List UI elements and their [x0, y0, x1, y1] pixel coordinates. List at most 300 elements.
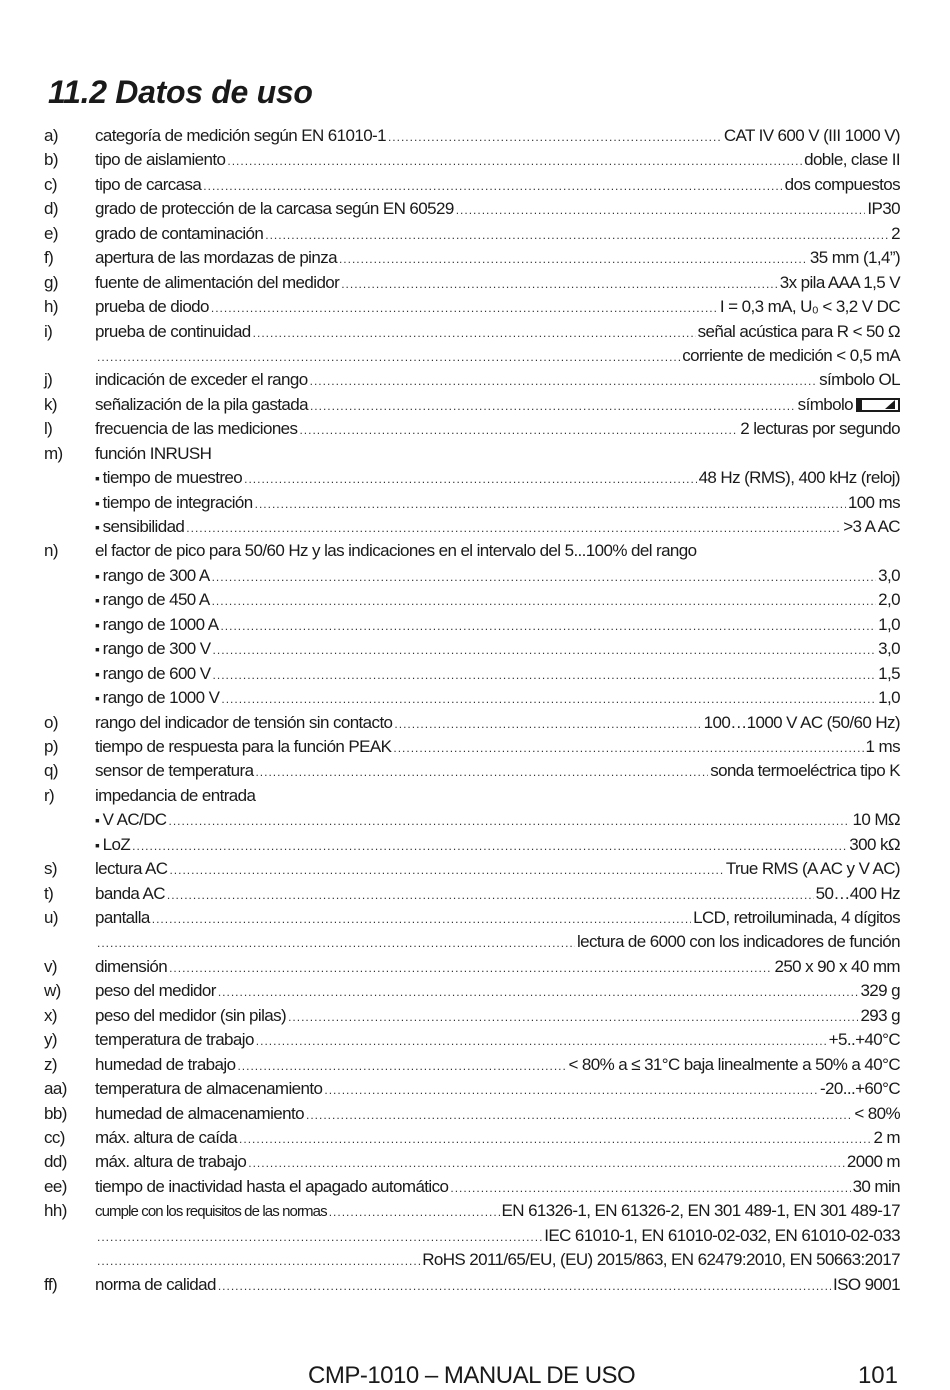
dot-leader: [341, 272, 778, 296]
spec-value: [843, 515, 900, 539]
spec-row: [44, 1077, 900, 1101]
dot-leader: [339, 247, 808, 271]
spec-label: indicación de exceder el rango: [95, 370, 308, 390]
spec-value: [820, 1077, 900, 1101]
spec-label: norma de calidad: [95, 1274, 216, 1294]
dot-leader: [324, 1078, 818, 1102]
spec-body: [95, 344, 900, 369]
spec-letter: h): [44, 297, 58, 317]
spec-row: [44, 271, 900, 295]
spec-value: [810, 246, 900, 270]
spec-value-text: 2 lecturas por segundo: [740, 419, 900, 439]
dot-leader: [255, 760, 708, 784]
spec-label: ▪ sensibilidad: [95, 515, 184, 539]
spec-body: [95, 1224, 900, 1249]
spec-letter: hh): [44, 1201, 67, 1221]
spec-letter: z): [44, 1054, 57, 1074]
spec-value: [568, 1053, 900, 1077]
dot-leader: [152, 907, 691, 931]
spec-label: prueba de continuidad: [95, 321, 251, 341]
dot-leader: [393, 736, 863, 760]
spec-row: [44, 735, 900, 759]
spec-list: [44, 124, 900, 1297]
spec-value-text: -20...+60°C: [819, 1079, 900, 1099]
spec-row: [44, 1028, 900, 1052]
spec-letter: c): [44, 174, 57, 194]
spec-row: [44, 1248, 900, 1272]
spec-row: [44, 1175, 900, 1199]
spec-value: [710, 759, 900, 783]
dot-leader: [167, 883, 814, 907]
spec-value-text: 10 MΩ: [852, 810, 900, 830]
spec-row: [44, 539, 900, 563]
spec-row: [44, 148, 900, 172]
dot-leader: [211, 296, 718, 320]
spec-value: [544, 1224, 900, 1248]
spec-value-text: símbolo OL: [819, 370, 900, 390]
spec-letter: ff): [44, 1274, 58, 1294]
spec-label: prueba de diodo: [95, 297, 209, 317]
spec-value: [878, 637, 900, 661]
spec-row: [44, 686, 900, 710]
spec-row: [44, 442, 900, 466]
spec-label: ▪ tiempo de integración: [95, 491, 253, 515]
spec-body: [95, 930, 900, 955]
spec-label: tiempo de inactividad hasta el apagado automático: [95, 1176, 449, 1196]
spec-letter: s): [44, 859, 57, 879]
spec-body: [95, 735, 900, 760]
dot-leader: [288, 1005, 858, 1029]
spec-value-text: 1,0: [878, 688, 900, 708]
dot-leader: [218, 980, 859, 1004]
spec-row: [44, 930, 900, 954]
dot-leader: [255, 492, 846, 516]
spec-row: [44, 637, 900, 661]
dot-leader: [394, 712, 701, 736]
spec-value-text: símbolo: [797, 394, 853, 414]
spec-value-text: 50…400 Hz: [815, 883, 900, 903]
spec-label: fuente de alimentación del medidor: [95, 272, 340, 292]
spec-value: [720, 295, 900, 319]
spec-body: [95, 1028, 900, 1053]
spec-body: [95, 173, 900, 198]
spec-body: [95, 271, 900, 296]
spec-letter: r): [44, 785, 55, 805]
spec-value: [848, 491, 900, 515]
spec-value-text: lectura de 6000 con los indicadores de función: [576, 932, 900, 952]
spec-body: [95, 246, 900, 271]
spec-row: [44, 784, 900, 808]
spec-body: [95, 1077, 900, 1102]
spec-letter: b): [44, 150, 58, 170]
spec-value: [853, 1175, 900, 1199]
spec-letter: m): [44, 443, 63, 463]
spec-label: tiempo de respuesta para la función PEAK: [95, 736, 392, 756]
spec-label: tipo de aislamiento: [95, 150, 226, 170]
spec-body: [95, 491, 900, 516]
spec-letter: p): [44, 736, 58, 756]
spec-body: [95, 857, 900, 882]
dot-leader: [221, 687, 876, 711]
spec-row: [44, 882, 900, 906]
spec-row: [44, 711, 900, 735]
spec-label: función INRUSH: [95, 443, 212, 463]
spec-body: [95, 417, 900, 442]
spec-value-text: 3,0: [878, 639, 900, 659]
spec-letter: ee): [44, 1176, 67, 1196]
spec-label: frecuencia de las mediciones: [95, 419, 298, 439]
spec-letter: n): [44, 541, 58, 561]
spec-value-text: ISO 9001: [832, 1274, 900, 1294]
spec-label: grado de contaminación: [95, 223, 264, 243]
spec-body: [95, 906, 900, 931]
spec-value-text: 3x pila AAA 1,5 V: [779, 272, 900, 292]
spec-label: peso del medidor: [95, 981, 216, 1001]
dot-leader: [97, 1249, 420, 1273]
spec-value: [804, 148, 900, 172]
spec-body: [95, 1199, 900, 1224]
spec-body: [95, 588, 900, 613]
spec-letter: g): [44, 272, 58, 292]
spec-body: [95, 466, 900, 491]
spec-value: [704, 711, 900, 735]
dot-leader: [169, 956, 772, 980]
spec-value: [849, 833, 900, 857]
dot-leader: [169, 858, 723, 882]
spec-row: [44, 320, 900, 344]
spec-value: [785, 173, 900, 197]
dot-leader: [220, 614, 876, 638]
spec-value-text: doble, clase II: [804, 150, 900, 170]
spec-letter: a): [44, 126, 58, 145]
spec-label: máx. altura de trabajo: [95, 1152, 247, 1172]
spec-letter: l): [44, 419, 53, 439]
spec-value-text: 30 min: [852, 1176, 900, 1196]
spec-value: [866, 735, 900, 759]
spec-value-text: < 80%: [854, 1103, 900, 1123]
spec-body: [95, 1248, 900, 1273]
footer-doc-title: CMP-1010 – MANUAL DE USO: [308, 1362, 636, 1389]
spec-value: [699, 466, 900, 490]
spec-body: [95, 711, 900, 736]
spec-letter: o): [44, 712, 58, 732]
spec-letter: dd): [44, 1152, 67, 1172]
spec-value-text: 1,0: [878, 614, 900, 634]
spec-row: [44, 173, 900, 197]
spec-value: [693, 906, 900, 930]
spec-letter: k): [44, 394, 57, 414]
spec-body: [95, 320, 900, 345]
spec-row: [44, 979, 900, 1003]
spec-letter: q): [44, 761, 58, 781]
spec-row: [44, 491, 900, 515]
dot-leader: [237, 1054, 566, 1078]
spec-value-text: +5..+40°C: [828, 1030, 900, 1050]
spec-value-text: IEC 61010-1, EN 61010-02-032, EN 61010-02-033: [544, 1225, 900, 1245]
dot-leader: [456, 198, 866, 222]
spec-value: [852, 808, 900, 832]
spec-body: [95, 1273, 900, 1298]
spec-label: ▪ LoZ: [95, 833, 130, 857]
spec-row: [44, 588, 900, 612]
spec-body: [95, 1150, 900, 1175]
spec-value-text: EN 61326-1, EN 61326-2, EN 301 489-1, EN 301 489-17: [501, 1201, 900, 1221]
dot-leader: [97, 1225, 542, 1249]
spec-value: [891, 222, 900, 246]
spec-letter: x): [44, 1005, 57, 1025]
spec-value-text: 100…1000 V AC (50/60 Hz): [703, 712, 900, 732]
spec-body: [95, 1102, 900, 1127]
spec-label: impedancia de entrada: [95, 785, 256, 805]
spec-letter: w): [44, 981, 61, 1001]
spec-value: [819, 368, 900, 392]
spec-label: humedad de almacenamiento: [95, 1103, 304, 1123]
spec-value-text: 2 m: [873, 1127, 900, 1147]
spec-row: [44, 1004, 900, 1028]
spec-value: [740, 417, 900, 441]
spec-value: [833, 1273, 900, 1297]
spec-row: [44, 1053, 900, 1077]
spec-body: [95, 564, 900, 589]
spec-row: [44, 417, 900, 441]
spec-body: [95, 1175, 900, 1200]
dot-leader: [132, 834, 847, 858]
low-battery-icon: [856, 398, 900, 412]
spec-label: banda AC: [95, 883, 165, 903]
spec-label: máx. altura de caída: [95, 1127, 238, 1147]
spec-body: [95, 393, 900, 418]
spec-label: apertura de las mordazas de pinza: [95, 248, 337, 268]
spec-value-text: 35 mm (1,4”): [809, 248, 900, 268]
spec-value-text: 2,0: [878, 590, 900, 610]
spec-body: [95, 759, 900, 784]
spec-value: [698, 320, 900, 344]
spec-label: ▪ rango de 300 A: [95, 564, 210, 588]
spec-value: [878, 613, 900, 637]
spec-letter: v): [44, 956, 57, 976]
spec-body: [95, 784, 900, 808]
dot-leader: [227, 149, 802, 173]
spec-value: [682, 344, 900, 368]
spec-letter: u): [44, 908, 58, 927]
spec-value-text: 329 g: [860, 981, 900, 1001]
dot-leader: [244, 467, 696, 491]
spec-value: [502, 1199, 900, 1223]
spec-row: [44, 344, 900, 368]
spec-value: [860, 979, 900, 1003]
spec-value-text: 48 Hz (RMS), 400 kHz (reloj): [698, 468, 900, 488]
dot-leader: [306, 1103, 852, 1127]
spec-row: [44, 759, 900, 783]
spec-body: [95, 955, 900, 980]
spec-label: categoría de medición según EN 61010-1: [95, 126, 386, 145]
spec-value-text: 250 x 90 x 40 mm: [774, 956, 900, 976]
dot-leader: [212, 565, 877, 589]
spec-body: [95, 148, 900, 173]
spec-value-text: dos compuestos: [784, 174, 900, 194]
dot-leader: [265, 223, 889, 247]
spec-label: ▪ tiempo de muestreo: [95, 466, 242, 490]
spec-body: [95, 833, 900, 858]
spec-value-text: True RMS (A AC y V AC): [725, 859, 900, 879]
spec-row: [44, 222, 900, 246]
spec-body: [95, 662, 900, 687]
spec-row: [44, 466, 900, 490]
spec-value: [867, 197, 900, 221]
spec-value: [726, 857, 900, 881]
spec-value: [780, 271, 900, 295]
spec-value-text: 3,0: [878, 565, 900, 585]
page-number: 101: [857, 1362, 898, 1389]
spec-value: [878, 686, 900, 710]
spec-label: dimensión: [95, 956, 168, 976]
spec-value-text: 2: [891, 223, 900, 243]
spec-value-text: corriente de medición < 0,5 mA: [682, 345, 900, 365]
spec-row: [44, 857, 900, 881]
spec-body: [95, 686, 900, 711]
spec-letter: t): [44, 883, 54, 903]
spec-label: ▪ rango de 450 A: [95, 588, 210, 612]
spec-label: grado de protección de la carcasa según EN 60529: [95, 199, 454, 219]
page-title: 11.2 Datos de uso: [48, 74, 313, 110]
spec-row: [44, 662, 900, 686]
dot-leader: [450, 1176, 850, 1200]
spec-label: ▪ rango de 300 V: [95, 637, 211, 661]
spec-value: [878, 662, 900, 686]
spec-letter: e): [44, 223, 58, 243]
spec-body: [95, 197, 900, 222]
spec-letter: i): [44, 321, 53, 341]
spec-value: [847, 1150, 900, 1174]
spec-value-text: IP30: [867, 199, 900, 219]
spec-label: señalización de la pila gastada: [95, 394, 308, 414]
spec-value-text: 2000 m: [846, 1152, 900, 1172]
spec-value-text: < 80% a ≤ 31°C baja linealmente a 50% a 40°C: [568, 1054, 900, 1074]
dot-leader: [310, 394, 796, 418]
spec-value-text: 1 ms: [865, 736, 900, 756]
spec-label: tipo de carcasa: [95, 174, 202, 194]
spec-letter: j): [44, 370, 53, 390]
spec-value: [854, 1102, 900, 1126]
spec-label: temperatura de almacenamiento: [95, 1079, 323, 1099]
spec-value-text: 293 g: [860, 1005, 900, 1025]
spec-value-text: 100 ms: [847, 492, 900, 512]
spec-label: pantalla: [95, 908, 150, 927]
spec-value-text: 1,5: [878, 663, 900, 683]
spec-body: [95, 808, 900, 833]
spec-value: [577, 930, 900, 954]
dot-leader: [213, 638, 877, 662]
spec-body: [95, 1053, 900, 1078]
spec-row: [44, 1273, 900, 1297]
spec-value: [873, 1126, 900, 1150]
dot-leader: [213, 663, 877, 687]
spec-row: [44, 124, 900, 148]
spec-body: [95, 295, 900, 320]
dot-leader: [97, 931, 575, 955]
spec-label: lectura AC: [95, 859, 168, 879]
spec-row: [44, 1199, 900, 1223]
dot-leader: [203, 174, 782, 198]
spec-body: [95, 613, 900, 638]
spec-row: [44, 1102, 900, 1126]
spec-body: [95, 882, 900, 907]
spec-value-text: >3 A AC: [843, 517, 900, 536]
spec-value-text: señal acústica para R < 50 Ω: [697, 321, 900, 341]
spec-label: temperatura de trabajo: [95, 1030, 254, 1050]
spec-row: [44, 1126, 900, 1150]
spec-row: [44, 906, 900, 930]
spec-row: [44, 1224, 900, 1248]
dot-leader: [186, 516, 841, 540]
spec-row: [44, 393, 900, 417]
spec-row: [44, 1150, 900, 1174]
spec-row: [44, 515, 900, 539]
spec-letter: y): [44, 1030, 57, 1050]
spec-letter: d): [44, 199, 58, 219]
spec-label: sensor de temperatura: [95, 761, 254, 781]
spec-body: [95, 124, 900, 149]
dot-leader: [256, 1029, 827, 1053]
spec-body: [95, 637, 900, 662]
spec-value-text: LCD, retroiluminada, 4 dígitos: [693, 908, 900, 927]
dot-leader: [248, 1151, 845, 1175]
spec-row: [44, 613, 900, 637]
spec-body: [95, 442, 900, 466]
spec-row: [44, 197, 900, 221]
spec-row: [44, 368, 900, 392]
spec-label: el factor de pico para 50/60 Hz y las indicaciones en el intervalo del 5...100% del rango: [95, 541, 697, 561]
spec-value: [829, 1028, 900, 1052]
dot-leader: [97, 345, 680, 369]
spec-body: [95, 1004, 900, 1029]
dot-leader: [329, 1200, 500, 1224]
spec-letter: cc): [44, 1127, 65, 1147]
dot-leader: [253, 321, 696, 345]
spec-body: [95, 515, 900, 540]
spec-value-text: RoHS 2011/65/EU, (EU) 2015/863, EN 62479:2010, EN 50663:2017: [422, 1250, 900, 1270]
spec-row: [44, 295, 900, 319]
spec-letter: aa): [44, 1079, 67, 1099]
spec-label: ▪ rango de 1000 A: [95, 613, 218, 637]
dot-leader: [310, 369, 817, 393]
spec-value-text: sonda termoeléctrica tipo K: [710, 761, 900, 781]
spec-row: [44, 564, 900, 588]
spec-body: [95, 979, 900, 1004]
spec-value: [422, 1248, 900, 1272]
dot-leader: [388, 125, 722, 149]
spec-label: humedad de trabajo: [95, 1054, 236, 1074]
spec-body: [95, 222, 900, 247]
dot-leader: [299, 418, 738, 442]
spec-value: [878, 588, 900, 612]
spec-value-text: I = 0,3 mA, U₀ < 3,2 V DC: [719, 297, 900, 317]
dot-leader: [239, 1127, 871, 1151]
spec-row: [44, 955, 900, 979]
dot-leader: [168, 809, 850, 833]
spec-letter: f): [44, 248, 54, 268]
spec-label: peso del medidor (sin pilas): [95, 1005, 287, 1025]
dot-leader: [212, 589, 877, 613]
spec-row: [44, 246, 900, 270]
spec-value-text: 300 kΩ: [849, 834, 900, 854]
spec-value: [878, 564, 900, 588]
dot-leader: [218, 1274, 831, 1298]
spec-body: [95, 1126, 900, 1151]
spec-value: [816, 882, 900, 906]
spec-label: ▪ rango de 600 V: [95, 662, 211, 686]
spec-value: [724, 124, 900, 148]
